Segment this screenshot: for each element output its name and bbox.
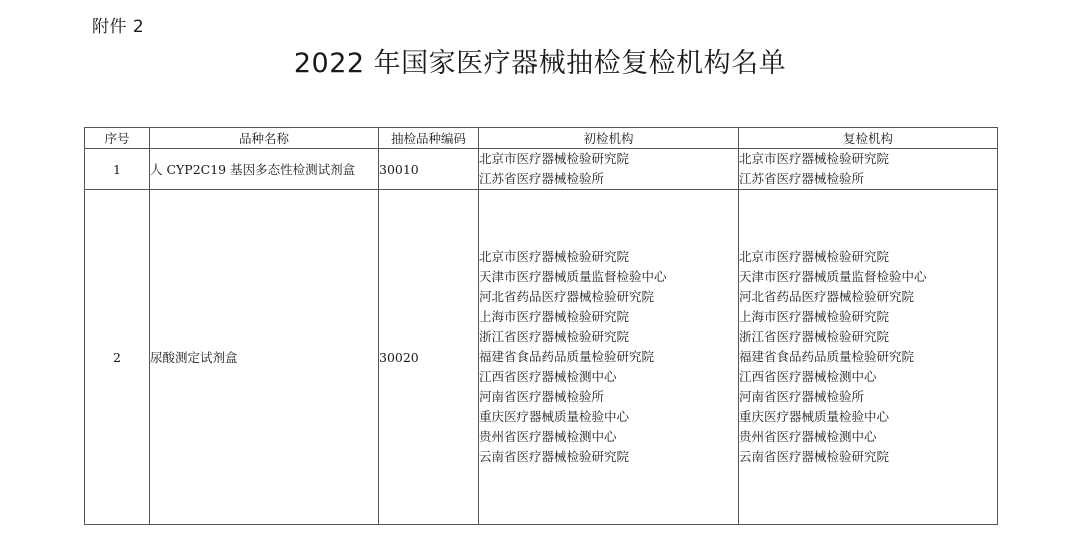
- agency-item: 贵州省医疗器械检测中心: [739, 429, 877, 444]
- agency-item: 贵州省医疗器械检测中心: [479, 429, 617, 444]
- table-row: [85, 190, 998, 525]
- agency-item: 北京市医疗器械检验研究院: [739, 151, 890, 166]
- table-row: [85, 149, 998, 190]
- attachment-label: 附件 2: [92, 17, 145, 37]
- agency-item: 云南省医疗器械检验研究院: [739, 449, 890, 464]
- agency-item: 河南省医疗器械检验所: [739, 389, 865, 404]
- product-code: 30010: [379, 149, 479, 190]
- recheck-agency-list: [739, 247, 997, 467]
- agency-item: 天津市医疗器械质量监督检验中心: [739, 269, 927, 284]
- product-code: 30020: [379, 190, 479, 525]
- initial-agency-list: [479, 149, 738, 189]
- agency-item: 河南省医疗器械检验所: [479, 389, 605, 404]
- header-initial-agency: 初检机构: [479, 128, 739, 149]
- agency-item: 上海市医疗器械检验研究院: [739, 309, 890, 324]
- agency-item: 浙江省医疗器械检验研究院: [479, 329, 630, 344]
- agency-item: 天津市医疗器械质量监督检验中心: [479, 269, 667, 284]
- product-name: 人 CYP2C19 基因多态性检测试剂盒: [150, 149, 379, 190]
- header-code: 抽检品种编码: [379, 128, 479, 149]
- agency-item: 北京市医疗器械检验研究院: [479, 249, 630, 264]
- agency-item: 重庆医疗器械质量检验中心: [739, 409, 890, 424]
- header-recheck-agency: 复检机构: [739, 128, 998, 149]
- header-name: 品种名称: [150, 128, 379, 149]
- product-name: 尿酸测定试剂盒: [150, 190, 379, 525]
- agency-item: 云南省医疗器械检验研究院: [479, 449, 630, 464]
- agency-item: 河北省药品医疗器械检验研究院: [739, 289, 915, 304]
- agency-item: 浙江省医疗器械检验研究院: [739, 329, 890, 344]
- agency-item: 北京市医疗器械检验研究院: [479, 151, 630, 166]
- header-no: 序号: [85, 128, 150, 149]
- recheck-agency-cell: [739, 190, 998, 525]
- recheck-agency-list: [739, 149, 997, 189]
- table-header-row: [85, 128, 998, 149]
- agency-item: 江西省医疗器械检测中心: [739, 369, 877, 384]
- row-no: 2: [85, 190, 150, 525]
- agency-item: 江西省医疗器械检测中心: [479, 369, 617, 384]
- agency-item: 河北省药品医疗器械检验研究院: [479, 289, 655, 304]
- agency-item: 北京市医疗器械检验研究院: [739, 249, 890, 264]
- inspection-agency-table: [84, 127, 998, 525]
- initial-agency-cell: [479, 190, 739, 525]
- initial-agency-cell: [479, 149, 739, 190]
- agency-item: 上海市医疗器械检验研究院: [479, 309, 630, 324]
- agency-item: 福建省食品药品质量检验研究院: [739, 349, 915, 364]
- recheck-agency-cell: [739, 149, 998, 190]
- agency-item: 福建省食品药品质量检验研究院: [479, 349, 655, 364]
- document-title: 2022 年国家医疗器械抽检复检机构名单: [293, 48, 787, 79]
- agency-item: 江苏省医疗器械检验所: [739, 171, 865, 186]
- initial-agency-list: [479, 247, 738, 467]
- agency-item: 江苏省医疗器械检验所: [479, 171, 605, 186]
- agency-item: 重庆医疗器械质量检验中心: [479, 409, 630, 424]
- row-no: 1: [85, 149, 150, 190]
